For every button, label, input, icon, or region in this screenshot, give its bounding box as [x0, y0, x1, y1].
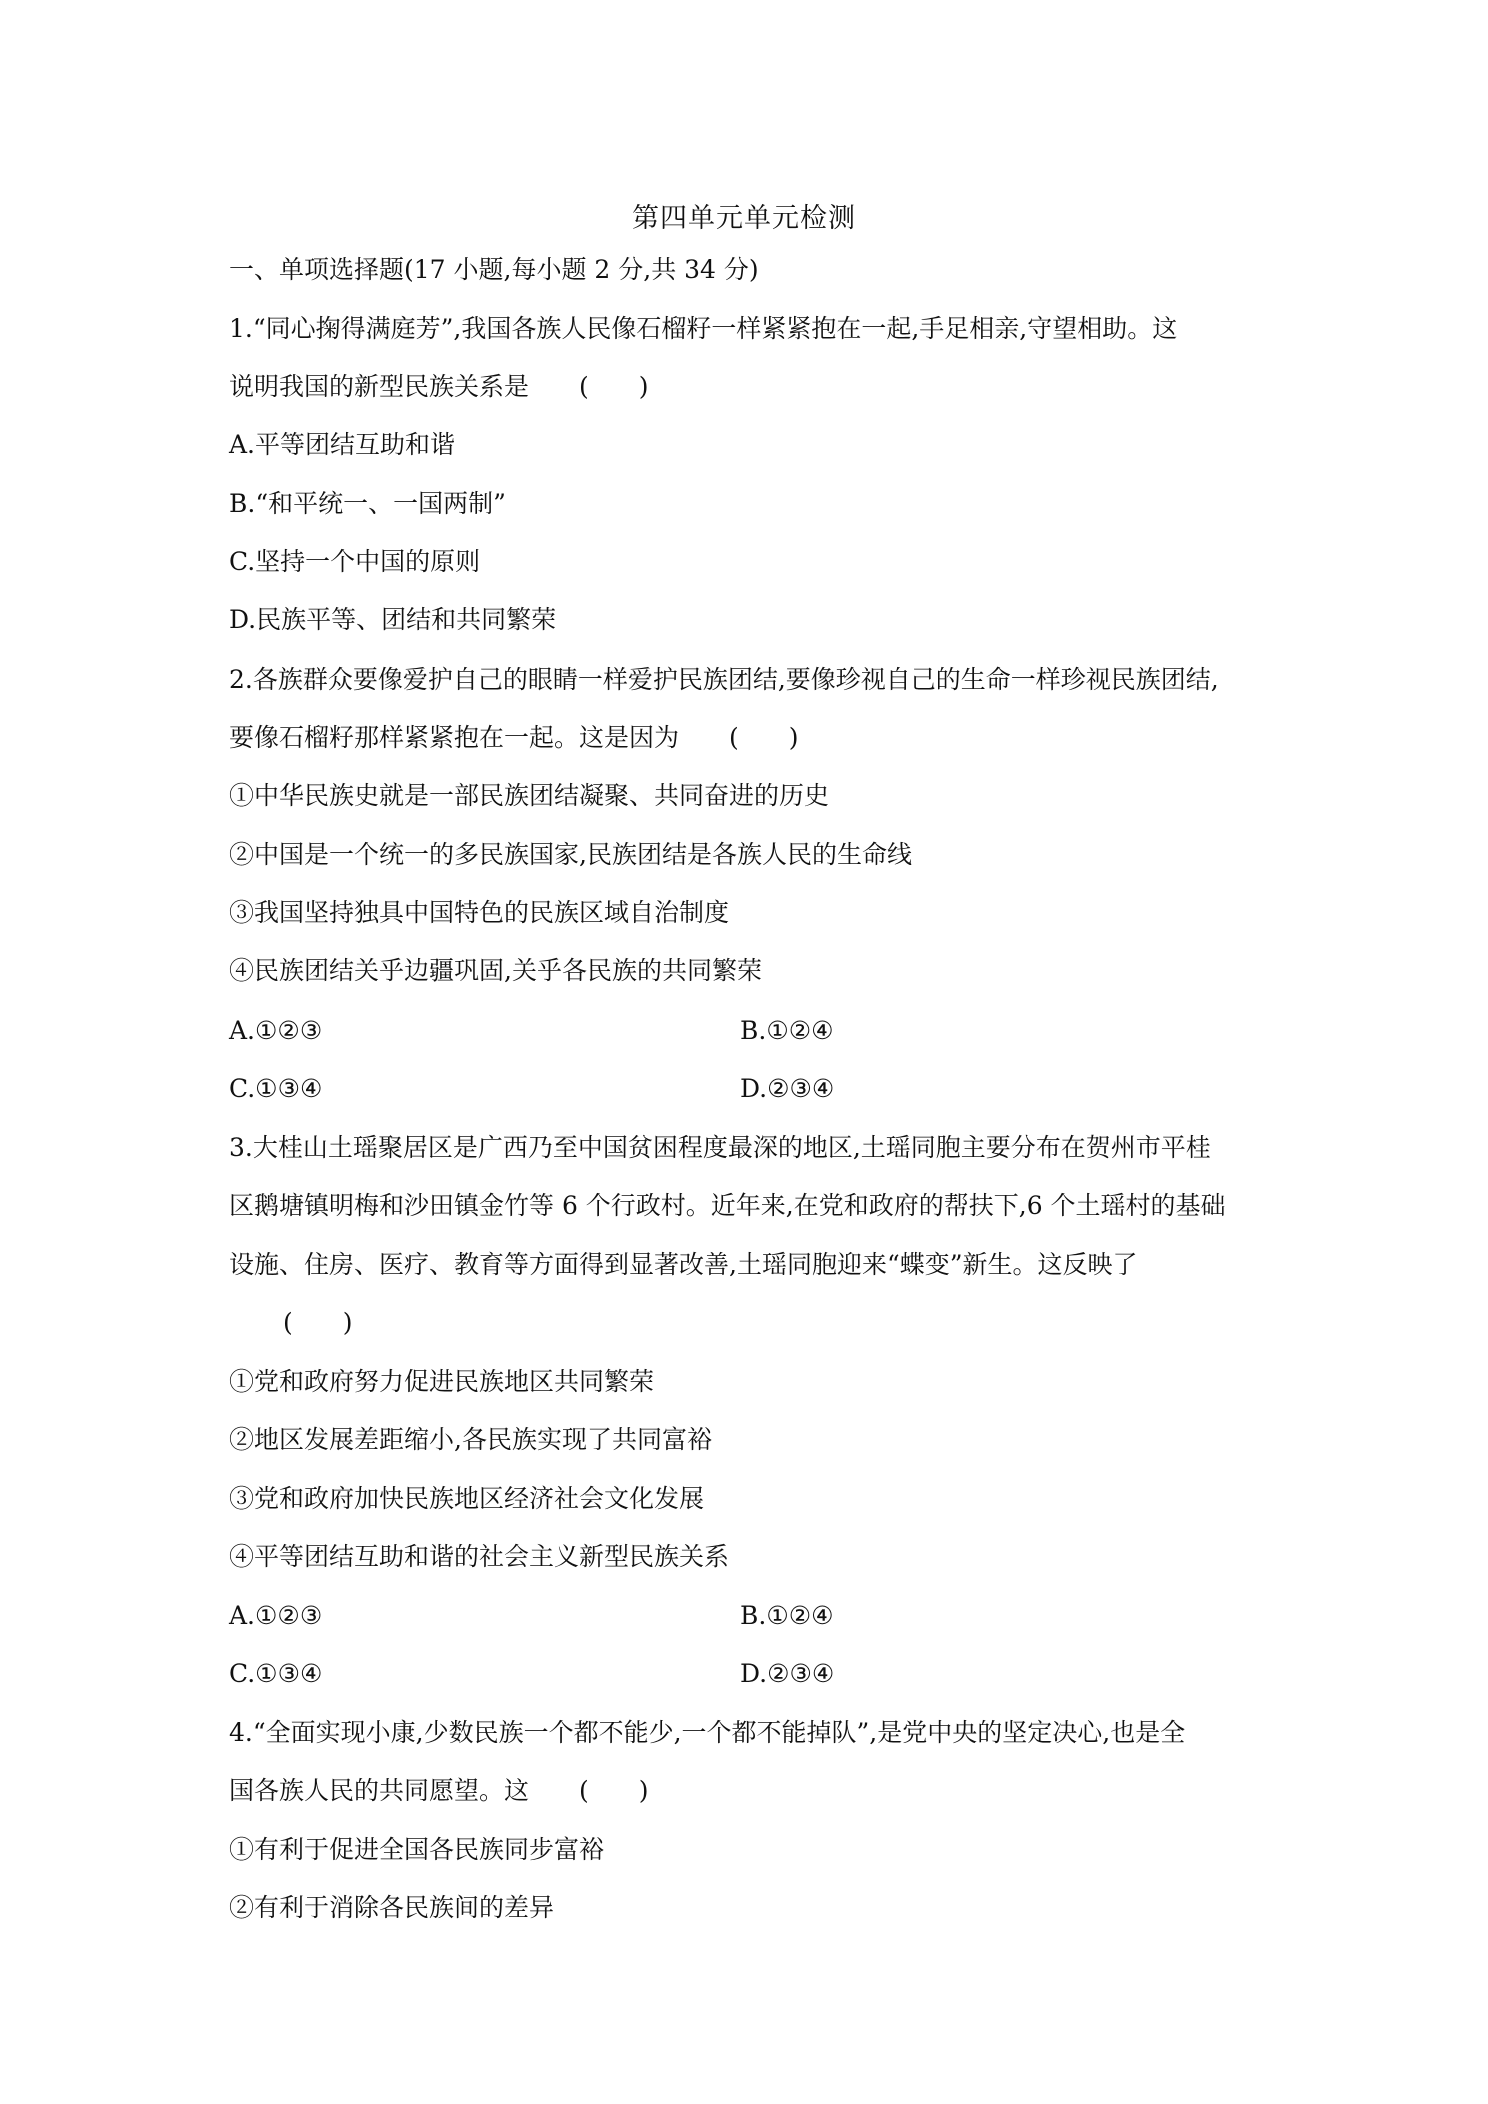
question-3-choice-d: D.②③④ [740, 1659, 835, 1688]
question-3-item-3: ③党和政府加快民族地区经济社会文化发展 [229, 1484, 705, 1513]
question-1-choice-a: A.平等团结互助和谐 [229, 430, 456, 459]
question-2-item-2: ②中国是一个统一的多民族国家,民族团结是各族人民的生命线 [229, 840, 912, 869]
question-3-stem-line-1: 3.大桂山土瑶聚居区是广西乃至中国贫困程度最深的地区,土瑶同胞主要分布在贺州市平桂 [229, 1133, 1211, 1162]
question-1-stem-line-2: 说明我国的新型民族关系是 ( ) [229, 372, 649, 401]
question-3-choice-a: A.①②③ [229, 1601, 323, 1630]
question-1-choice-d: D.民族平等、团结和共同繁荣 [229, 605, 557, 634]
question-2-choice-b: B.①②④ [740, 1016, 834, 1045]
question-2-choice-d: D.②③④ [740, 1074, 835, 1103]
section-heading: 一、单项选择题(17 小题,每小题 2 分,共 34 分) [229, 255, 759, 284]
question-3-stem-line-2: 区鹅塘镇明梅和沙田镇金竹等 6 个行政村。近年来,在党和政府的帮扶下,6 个土瑶村的基础 [229, 1191, 1226, 1220]
question-2-stem-line-2: 要像石榴籽那样紧紧抱在一起。这是因为 ( ) [229, 723, 799, 752]
question-4-stem-line-2: 国各族人民的共同愿望。这 ( ) [229, 1776, 649, 1805]
question-3-item-2: ②地区发展差距缩小,各民族实现了共同富裕 [229, 1425, 712, 1454]
question-2-stem-line-1: 2.各族群众要像爱护自己的眼睛一样爱护民族团结,要像珍视自己的生命一样珍视民族团结, [229, 665, 1219, 694]
question-3-stem-line-3: 设施、住房、医疗、教育等方面得到显著改善,土瑶同胞迎来“蝶变”新生。这反映了 [229, 1250, 1138, 1279]
question-1-choice-c: C.坚持一个中国的原则 [229, 547, 481, 576]
question-3-item-1: ①党和政府努力促进民族地区共同繁荣 [229, 1367, 655, 1396]
question-3-choice-b: B.①②④ [740, 1601, 834, 1630]
question-4-item-2: ②有利于消除各民族间的差异 [229, 1893, 555, 1922]
question-2-item-3: ③我国坚持独具中国特色的民族区域自治制度 [229, 898, 730, 927]
question-2-choice-c: C.①③④ [229, 1074, 323, 1103]
question-2-choice-a: A.①②③ [229, 1016, 323, 1045]
question-4-item-1: ①有利于促进全国各民族同步富裕 [229, 1835, 605, 1864]
question-2-item-1: ①中华民族史就是一部民族团结凝聚、共同奋进的历史 [229, 781, 830, 810]
question-3-item-4: ④平等团结互助和谐的社会主义新型民族关系 [229, 1542, 730, 1571]
question-4-stem-line-1: 4.“全面实现小康,少数民族一个都不能少,一个都不能掉队”,是党中央的坚定决心,也是全 [229, 1718, 1186, 1747]
question-1-stem-line-1: 1.“同心掬得满庭芳”,我国各族人民像石榴籽一样紧紧抱在一起,手足相亲,守望相助。这 [229, 314, 1178, 343]
page-title: 第四单元单元检测 [632, 203, 856, 234]
question-3-answer-blank: ( ) [283, 1308, 353, 1337]
question-2-item-4: ④民族团结关乎边疆巩固,关乎各民族的共同繁荣 [229, 956, 762, 985]
question-1-choice-b: B.“和平统一、一国两制” [229, 489, 506, 518]
question-3-choice-c: C.①③④ [229, 1659, 323, 1688]
